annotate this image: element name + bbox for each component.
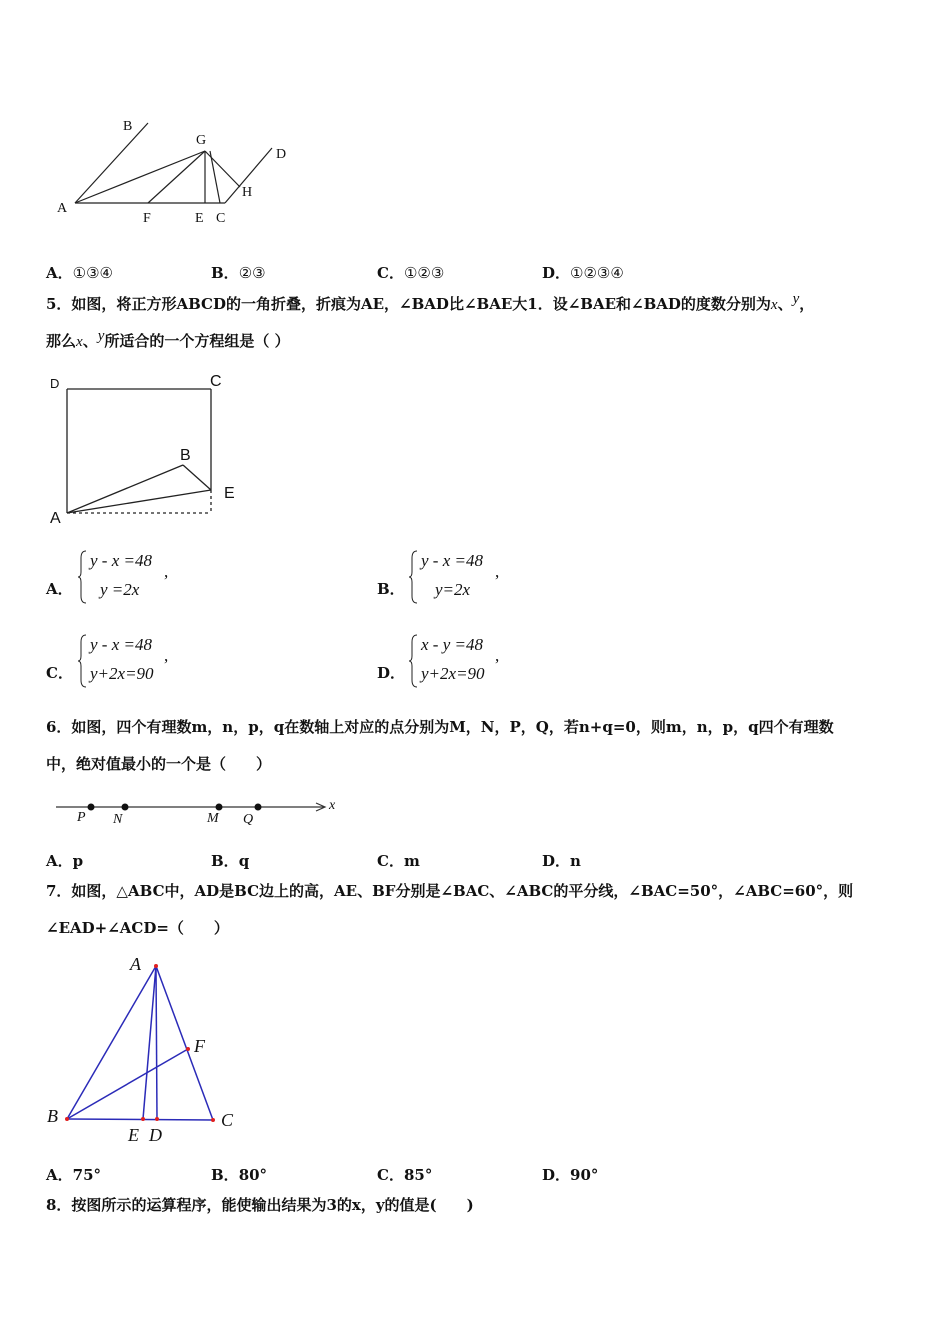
q6-option-b[interactable]: B．q <box>211 852 250 870</box>
q5-a-eq1: y - x =48 <box>90 551 152 570</box>
q6-option-a[interactable]: A．p <box>46 852 84 870</box>
q5-c-comma: , <box>164 646 169 665</box>
q7-label-d: D <box>149 1125 162 1145</box>
q7-option-b[interactable]: B．80° <box>211 1166 268 1184</box>
q7-question-line1: 7．如图，△ABC中，AD是BC边上的高，AE、BF分别是∠BAC、∠ABC的平分线，∠BAC=50°，∠ABC=60°，则 <box>46 882 854 900</box>
q7-figure <box>40 952 250 1152</box>
q5-option-a-letter[interactable]: A． <box>46 580 73 598</box>
q5-option-b-system[interactable] <box>409 550 529 606</box>
q5-option-c-letter[interactable]: C． <box>46 664 73 682</box>
q6-question-line2: 中，绝对值最小的一个是（ ） <box>46 755 272 773</box>
q6-question-line1: 6．如图，四个有理数m，n，p，q在数轴上对应的点分别为M，N，P，Q，若n+q=0，则m，n，p，q四个有理数 <box>46 718 834 736</box>
q4-label-e: E <box>195 211 204 226</box>
q4-option-b[interactable]: B．②③ <box>211 264 266 282</box>
q5-figure <box>40 370 250 530</box>
q5-d-comma: , <box>495 646 500 665</box>
q4-figure <box>40 110 320 240</box>
q5-option-d-system[interactable] <box>409 634 529 690</box>
q5-square-fold-figure <box>40 370 250 530</box>
q4-label-c: C <box>216 211 226 226</box>
q7-label-b: B <box>47 1106 58 1126</box>
q8-question-line1: 8．按图所示的运算程序，能使输出结果为3的x，y的值是( ) <box>46 1196 474 1214</box>
left-brace-icon <box>409 550 419 604</box>
q5-question-line2: 那么x、y所适合的一个方程组是（ ） <box>46 328 290 350</box>
q5-option-d-letter[interactable]: D． <box>377 664 406 682</box>
q5-a-comma: , <box>164 562 169 581</box>
q4-geometry-figure <box>40 110 320 240</box>
q6-number-line-svg <box>50 792 345 832</box>
q5-b-comma: , <box>495 562 500 581</box>
left-brace-icon <box>409 634 419 688</box>
q5-question-line1: 5．如图，将正方形ABCD的一角折叠，折痕为AE，∠BAD比∠BAE大1．设∠BAE和∠BAD的度数分别为x、y， <box>46 291 815 313</box>
q5-option-b-letter[interactable]: B． <box>377 580 405 598</box>
q5-option-c-system[interactable] <box>78 634 198 690</box>
q5-d-eq2: y+2x=90 <box>421 664 485 683</box>
q6-label-p: P <box>77 810 86 825</box>
q5-label-d: D <box>50 376 60 391</box>
q5-c-eq2: y+2x=90 <box>90 664 154 683</box>
q5-d-eq1: x - y =48 <box>421 635 483 654</box>
q7-option-a[interactable]: A．75° <box>46 1166 102 1184</box>
q4-option-a[interactable]: A．①③④ <box>46 264 113 282</box>
q7-triangle-figure <box>40 952 250 1152</box>
q7-label-e: E <box>128 1125 139 1145</box>
q4-label-h: H <box>242 185 253 200</box>
q6-option-c[interactable]: C．m <box>377 852 420 870</box>
q4-option-d[interactable]: D．①②③④ <box>542 264 624 282</box>
left-brace-icon <box>78 550 88 604</box>
q6-option-d[interactable]: D．n <box>542 852 581 870</box>
q5-b-eq1: y - x =48 <box>421 551 483 570</box>
q5-c-eq1: y - x =48 <box>90 635 152 654</box>
q5-label-a: A <box>50 510 61 527</box>
q4-label-g: G <box>196 133 207 148</box>
q5-label-c: C <box>210 373 222 390</box>
q7-option-c[interactable]: C．85° <box>377 1166 433 1184</box>
q7-label-c: C <box>221 1110 234 1130</box>
q7-option-d[interactable]: D．90° <box>542 1166 599 1184</box>
q4-label-f: F <box>143 211 151 226</box>
q4-label-b: B <box>123 119 133 134</box>
q6-label-m: M <box>207 811 219 826</box>
q6-label-q: Q <box>243 812 254 827</box>
q5-label-e: E <box>224 485 235 502</box>
q7-label-f: F <box>194 1036 205 1056</box>
q5-label-b: B <box>180 447 191 464</box>
q4-option-c[interactable]: C．①②③ <box>377 264 445 282</box>
q7-question-line2: ∠EAD+∠ACD=（ ） <box>46 919 229 937</box>
q6-label-x: x <box>329 798 336 813</box>
q5-b-eq2: y=2x <box>435 580 471 599</box>
q7-label-a: A <box>130 954 141 974</box>
q6-label-n: N <box>113 812 123 827</box>
q5-a-eq2: y =2x <box>100 580 140 599</box>
q5-option-a-system[interactable] <box>78 550 198 606</box>
q6-number-line <box>50 792 345 832</box>
left-brace-icon <box>78 634 88 688</box>
q4-label-d: D <box>276 147 287 162</box>
q4-label-a: A <box>57 201 68 216</box>
